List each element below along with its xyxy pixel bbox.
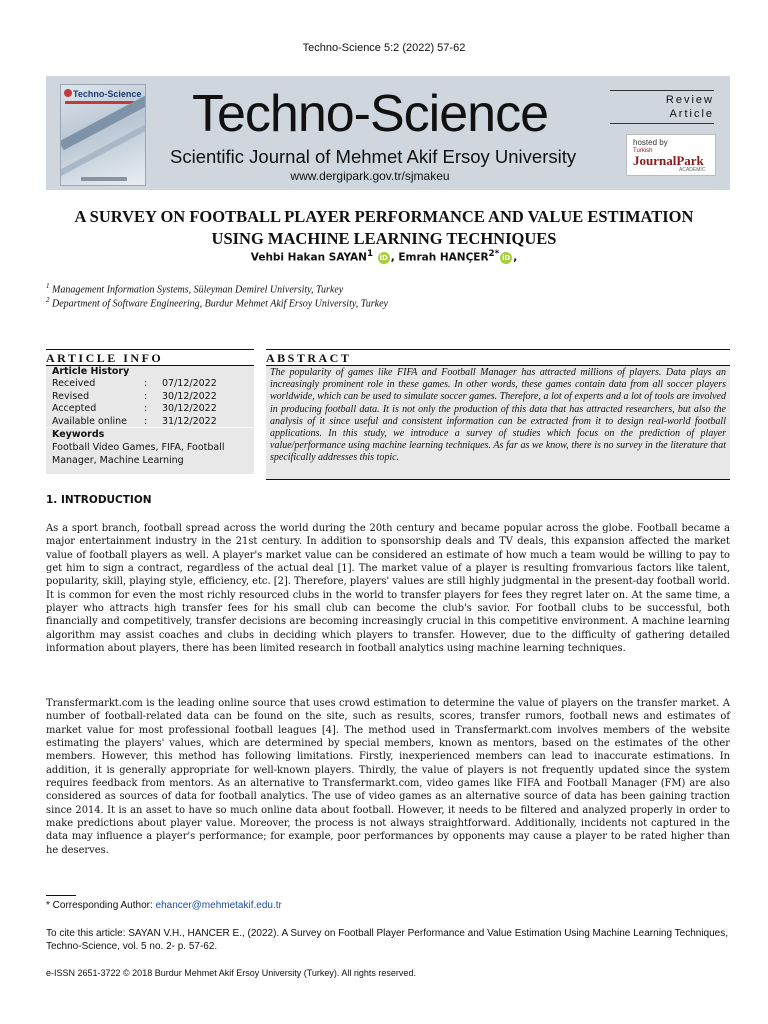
corresponding-email-link[interactable]: ehancer@mehmetakif.edu.tr — [155, 900, 282, 911]
orcid-icon[interactable]: iD — [379, 253, 388, 262]
history-row — [46, 403, 254, 416]
history-date: 07/12/2022 — [162, 378, 217, 389]
keywords-box — [46, 428, 254, 474]
journalpark-logo[interactable] — [626, 134, 716, 176]
history-label: Available online — [52, 415, 127, 427]
author-line: Vehbi Hakan SAYAN$^1$ iD , Emrah $HANÇER^{2*}$ iD , — [250, 249, 518, 264]
history-date: 30/12/2022 — [162, 390, 217, 402]
affiliation-2 — [46, 296, 388, 309]
affiliation-2-text: Department of Software Engineering, Burdur Mehmet Akif Ersoy University, Turkey — [52, 298, 388, 310]
history-row — [46, 378, 254, 391]
article-type-label — [610, 90, 714, 124]
cover-title: Techno-Science — [73, 89, 142, 99]
history-row — [46, 391, 254, 404]
abstract-heading: ABSTRACT — [266, 349, 730, 366]
journal-subtitle: Scientific Journal of Mehmet Akif Ersoy University — [170, 146, 577, 167]
introduction-paragraph-2: Transfermarkt.com is the leading online source that uses crowd estimation to determine the value of players on the transfer market. A number of football-related data can be found on the site, such as results, scores, transfer rumors, football news and estimates of market value for most professional football leagues [4]. The method used in Transfermarkt.com involves members of the website estimating the players' values, which are determined by special members, known as mentors, based on the estimates of the other members. However, this method has following limitations. Firstly, inexperienced members can lead to inaccurate estimations. In addition, it is generally appropriate for well-known players. Thirdly, the value of players is not frequently updated since the system requires feedback from mentors. As an alternative to Transfermarkt.com, video games like FIFA and Football Manager (FM) are also considered as sources of data for football analytics. The use of video games as an alternative source of data has been gaining traction since 2014. It is an asset to have so much online data about football. However, it needs to be filtered and analyzed properly in order to make predictions about player value. Moreover, the process is not always straightforward. Additionally, incidents not captured in the data may influence a player's performance; for example, poor performances by opponents may cause a player to be rated higher than he deserves. — [46, 698, 730, 856]
affiliation-2-sup: 2 — [46, 296, 50, 304]
author-2-name: Emrah HANÇER — [398, 251, 489, 264]
history-sep: : — [144, 403, 148, 414]
history-label: Revised — [52, 390, 90, 402]
history-sep: : — [144, 378, 148, 389]
article-info-heading: ARTICLE INFO — [46, 349, 254, 366]
cover-logo-icon — [64, 89, 72, 97]
history-row — [46, 416, 254, 429]
corresponding-author-note — [46, 900, 282, 911]
author-2-sup: 2* — [488, 249, 500, 259]
journal-title: Techno-Science — [192, 85, 548, 143]
hosted-turkish-text: Turkish — [633, 148, 653, 154]
introduction-heading: 1. INTRODUCTION — [46, 494, 152, 506]
article-history-title: Article History — [52, 366, 130, 377]
history-sep: : — [144, 415, 148, 427]
running-head: Techno-Science 5:2 (2022) 57-62 — [302, 42, 466, 54]
introduction-paragraph-1: As a sport branch, football spread across the world during the 20th century and became popular across the globe. Football became a major entertainment industry in the 21st century. In addition to sponsorship deals and TV deals, this expansion affected the market value of football players as well. A player's market value can be considered an estimate of how much a team would be willing to pay to get him to sign a contract, regardless of the actual deal [1]. The market value of a player is resulting fromvarious factors like talent, popularity, skill, playing style, efficiency, etc. [2]. Therefore, players' values are still highly judgmental in the present-day football world. It is common for even the most richly resourced clubs in the world to transfer players for fees they regret later on. At the same time, a player who attracts high transfer fees for his small club can become the club's savior. For football clubs to be successful, both financially and competitively, transfer decisions are becoming increasingly crucial in this competitive environment. A machine learning algorithm may assist coaches and clubs in deciding which players to transfer. However, due to the difficulty of gathering detailed information about players, there has been limited research in football analytics using machine learning techniques. — [46, 523, 730, 655]
article-type-line-1: Review — [665, 94, 714, 106]
affiliation-1 — [46, 282, 343, 295]
affiliation-1-sup: 1 — [46, 282, 50, 290]
hosted-name-text: JournalPark — [633, 153, 704, 168]
history-label: Accepted — [52, 403, 97, 414]
corresponding-label: * Corresponding Author: — [46, 900, 156, 911]
history-sep: : — [144, 390, 148, 402]
copyright-line: e-ISSN 2651-3722 © 2018 Burdur Mehmet Akif Ersoy University (Turkey). All rights reserved. — [46, 968, 416, 978]
cover-footer-bar — [81, 177, 127, 181]
abstract-text: The popularity of games like FIFA and Football Manager has attracted millions of players. Data plays an increasingly prominent role in these games. In other words, these games contain data from all soccer players worldwide, which can be used to simulate soccer games. Therefore, a lot of experts and a lot of tools are involved in producing football data. It is not only the production of this data that has attracted researchers, but also the analysis of it since useful and consistent information can be extracted from it to design real-world football applications. In this study, we introduce a survey of studies which focus on the prediction of player value/performance using machine learning techniques. As far as we know, there is no survey in the literature that specifically addresses this topic. — [266, 365, 730, 480]
hosted-by-text: hosted by — [633, 138, 668, 147]
paper-title: A SURVEY ON FOOTBALL PLAYER PERFORMANCE AND VALUE ESTIMATION USING MACHINE LEARNING TECHNIQUES — [74, 207, 694, 248]
article-type-line-2: Article — [669, 108, 714, 120]
citation-note: To cite this article: SAYAN V.H., HANCER E., (2022). A Survey on Football Player Performance and Value Estimation Using Machine Learning Techniques, Techno-Science, vol. 5 no. 2- p. 57-62. — [46, 928, 729, 952]
journal-url[interactable]: www.dergipark.gov.tr/sjmakeu — [290, 169, 450, 183]
author-1-name: Vehbi Hakan SAYAN — [250, 251, 367, 264]
affiliation-1-text: Management Information Systems, Süleyman Demirel University, Turkey — [52, 284, 344, 296]
keywords-title: Keywords — [52, 429, 105, 440]
author-1-sup: 1 — [366, 249, 374, 259]
footnote-rule — [46, 895, 76, 896]
journal-cover-image — [60, 84, 146, 186]
orcid-icon[interactable]: iD — [502, 253, 511, 262]
history-label: Received — [52, 378, 96, 389]
hosted-academic-text: ACADEMIC — [679, 167, 706, 173]
article-history-box — [46, 365, 254, 427]
history-date: 30/12/2022 — [162, 403, 217, 414]
keywords-text: Football Video Games, FIFA, Football Manager, Machine Learning — [52, 442, 225, 466]
history-date: 31/12/2022 — [162, 415, 217, 427]
